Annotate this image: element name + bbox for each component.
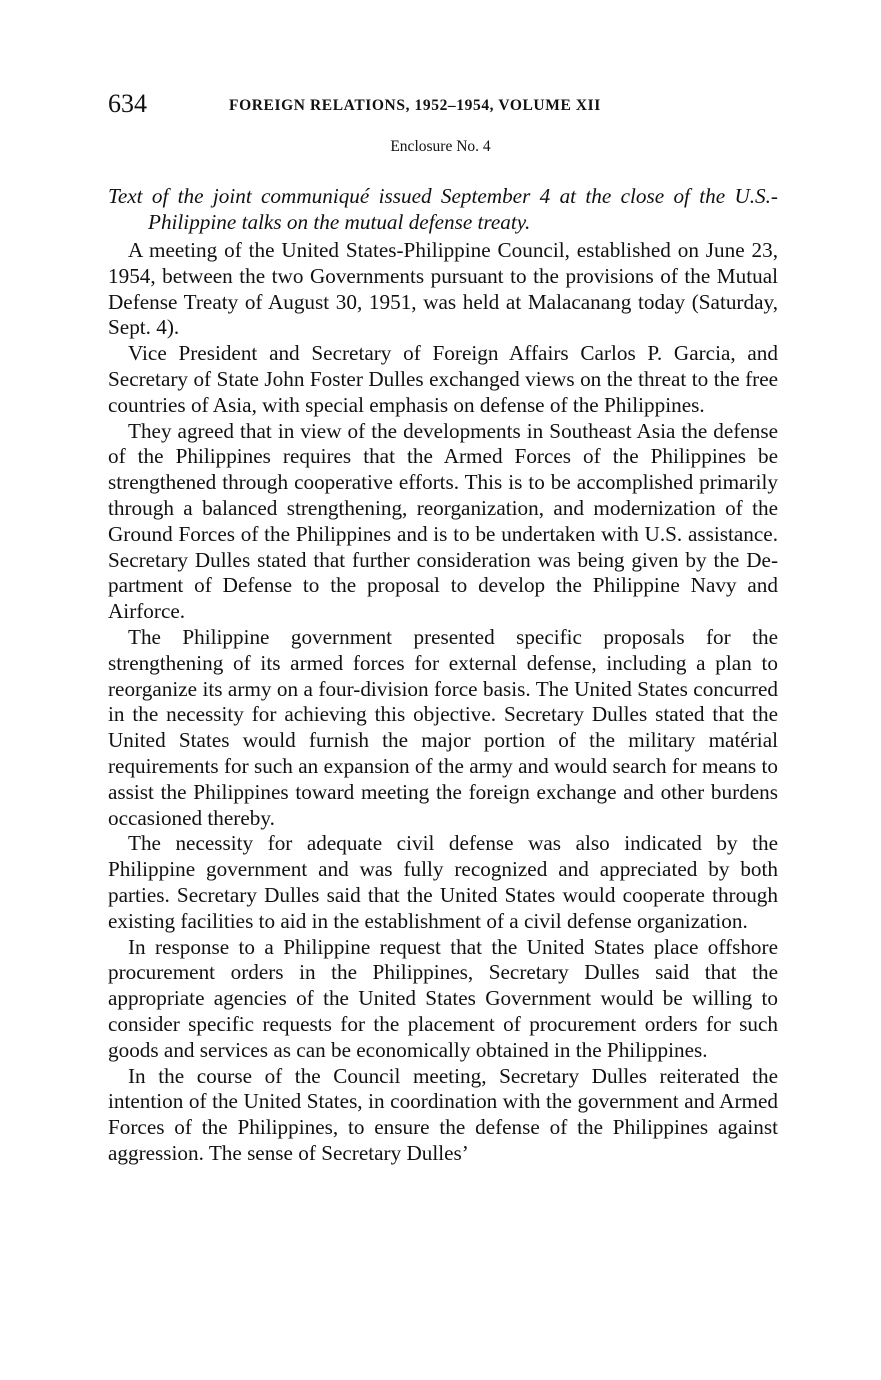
paragraph-council-meeting: A meeting of the United States-Philippine Council, established on June 23, 1954, between the two Governments pursuant to the provisions of the Mutual Defense Treaty of August 30, 1951, was held at Malacanang today (Saturday, Sept. 4). [108,238,778,340]
paragraph-exchange-views: Vice President and Secretary of Foreign Affairs Carlos P. Garcia, and Secretary of State John Foster Dulles exchanged views on the threat to the free countries of Asia, with special emphasis on defense of the Philippines. [108,341,778,417]
paragraph-armed-forces: They agreed that in view of the developments in Southeast Asia the defense of the Philippines requires that the Armed Forces of the Philippines be strengthened through cooperative efforts. This is to be accomplished primarily through a balanced strengthening, reorganization, and modernization of the Ground Forces of the Philippines and is to be undertaken with U.S. assistance. Secretary Dulles stated that further consideration was being given by the Department of Defense to the proposal to develop the Philippine Navy and Airforce. [108,418,778,624]
volume-title: FOREIGN RELATIONS, 1952–1954, VOLUME XII [229,97,601,114]
communique-body [108,238,778,1167]
paragraph-civil-defense: The necessity for adequate civil defense was also indicated by the Philippine government and was fully recognized and appreciated by both parties. Secretary Dulles said that the United States would cooperate through existing facilities to aid in the establishment of a civil defense organization. [108,831,778,933]
paragraph-procurement: In response to a Philippine request that the United States place offshore procurement orders in the Philippines, Secretary Dulles said that the appropriate agencies of the United States Government would be willing to consider specific requests for the placement of procurement orders for such goods and services as can be economically obtained in the Philippines. [108,934,778,1062]
paragraph-council-course: In the course of the Council meeting, Secretary Dulles reiterated the intention of the United States, in coordination with the government and Armed Forces of the Philippines, to ensure the defense of the Philippines against aggression. The sense of Secretary Dulles’ [108,1063,778,1165]
paragraph-proposals: The Philippine government presented specific proposals for the strengthening of its armed forces for external defense, including a plan to reorganize its army on a four-division force basis. The United States concurred in the necessity for achieving this objective. Secretary Dulles stated that the United States would furnish the major portion of the military matérial requirements for such an expansion of the army and would search for means to assist the Philippines toward meeting the foreign exchange and other burdens occasioned thereby. [108,624,778,830]
running-header [108,88,778,122]
page-number: 634 [108,89,147,118]
enclosure-label: Enclosure No. 4 [390,138,491,155]
intro-caption: Text of the joint communiqué issued September 4 at the close of the U.S.-Philippine talks on the mutual defense treaty. [108,184,778,234]
